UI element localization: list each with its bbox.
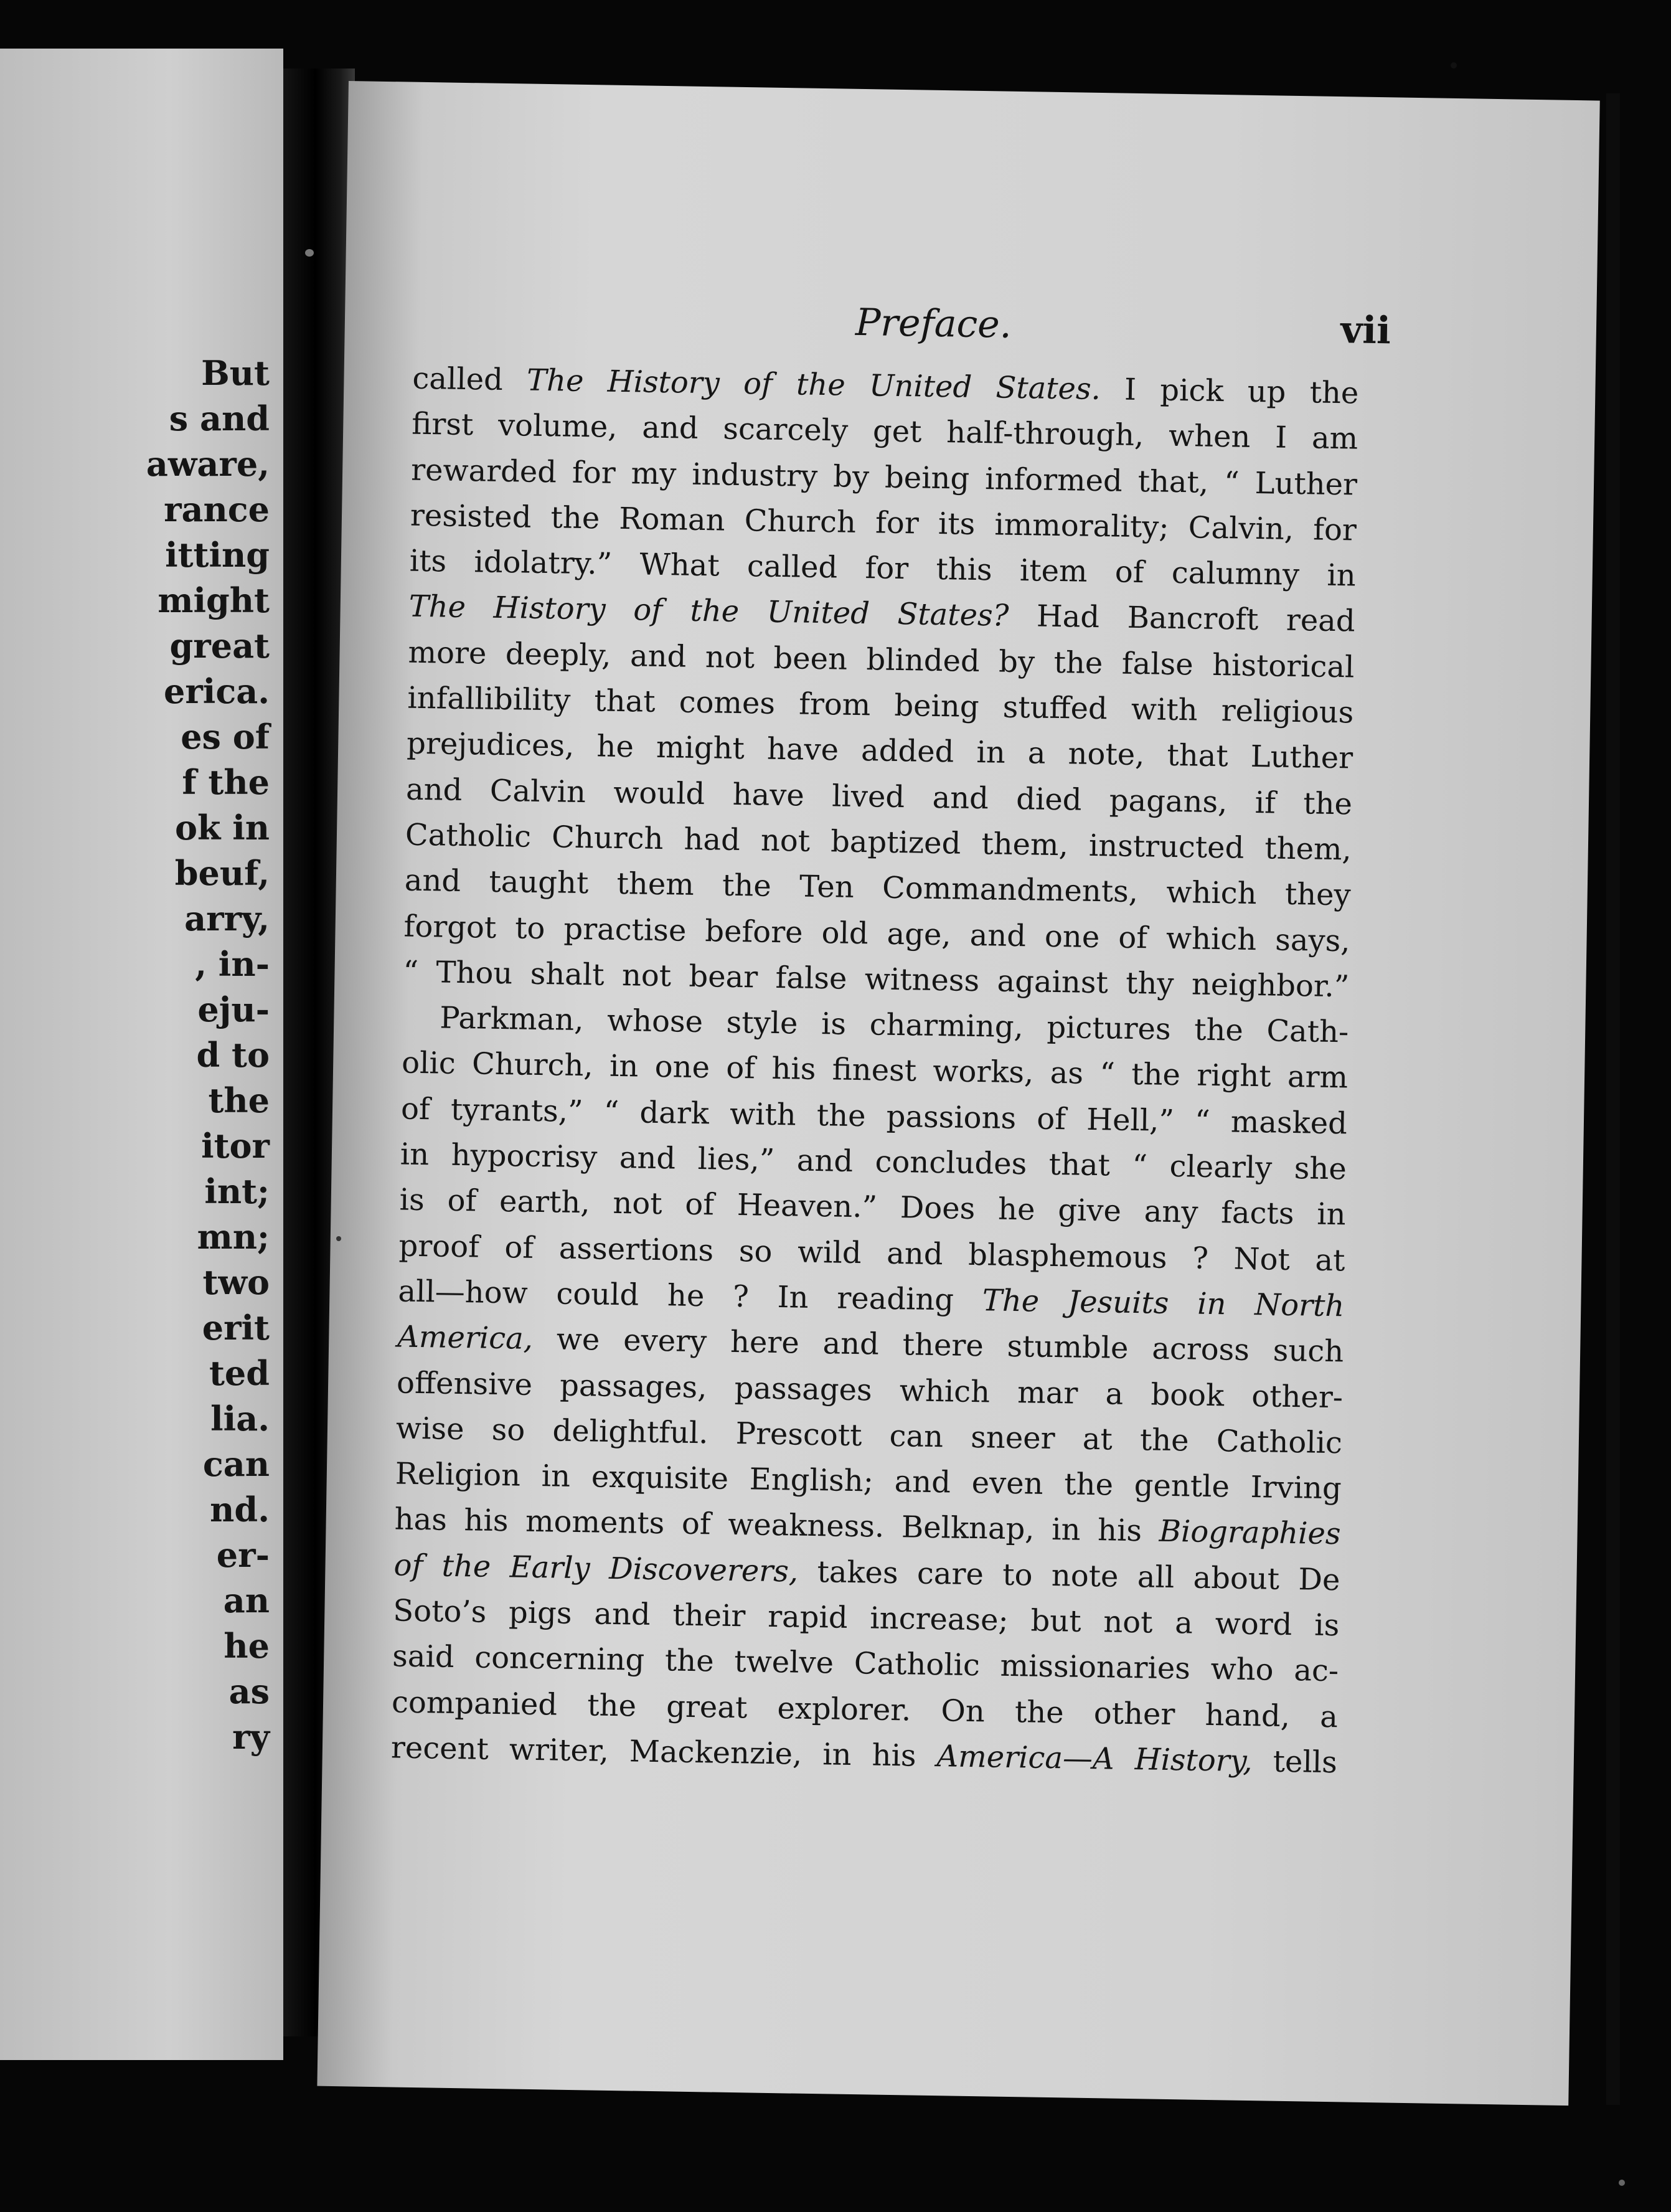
text-segment: Had Bancroft read [1008, 598, 1356, 639]
text-segment: recent writer, Mackenzie, in his [390, 1730, 938, 1774]
left-page-fragment: ted [209, 1353, 270, 1393]
left-page-fragment: great [169, 626, 270, 666]
text-segment: first volume, and scarcely get half-through, when I am [411, 406, 1358, 456]
scan-speck [305, 249, 314, 257]
left-page-fragment: two [202, 1262, 270, 1302]
italic-title-segment: America, [397, 1319, 534, 1357]
left-page-fragment: as [228, 1671, 270, 1711]
italic-title-segment: The History of the United States? [408, 589, 1009, 634]
text-segment: I pick up the [1100, 372, 1359, 411]
body-text [390, 356, 1359, 1786]
text-segment: called [412, 361, 527, 398]
text-segment: companied the great explorer. On the other hand, a [391, 1685, 1339, 1734]
text-segment: forgot to practise before old age, and one of which says, [403, 909, 1350, 958]
right-page [317, 81, 1599, 2106]
text-segment: and taught them the Ten Commandments, which they [404, 863, 1352, 913]
text-segment: tells [1252, 1744, 1338, 1780]
left-page-fragment: itting [165, 535, 270, 575]
left-page-fragment: might [158, 580, 270, 620]
left-page-fragment: can [202, 1444, 270, 1484]
text-segment: Soto’s pigs and their rapid increase; but not a word is [392, 1593, 1340, 1643]
page-header [431, 294, 1391, 359]
left-page-fragment: erit [202, 1308, 270, 1348]
text-segment: offensive passages, passages which mar a book other- [396, 1365, 1344, 1415]
text-segment: Catholic Church had not baptized them, instructed them, [405, 817, 1352, 867]
left-page-fragment: int; [204, 1171, 270, 1211]
left-page-fragment: nd. [210, 1490, 270, 1529]
left-page-fragment: But [201, 353, 270, 393]
text-segment: of tyrants,” “ dark with the passions of Hell,” “ masked [400, 1091, 1348, 1141]
text-segment: rewarded for my industry by being informed that, “ Luther [410, 452, 1358, 503]
left-page-fragment: arry, [184, 899, 270, 938]
text-segment: its idolatry.” What called for this item of calumny in [409, 543, 1357, 593]
left-page-fragment: aware, [146, 444, 270, 484]
text-segment: takes care to note all about De [798, 1554, 1340, 1598]
italic-title-segment: America—A History, [936, 1739, 1253, 1779]
left-page-fragment: eju- [197, 990, 270, 1029]
text-segment: resisted the Roman Church for its immorality; Calvin, for [410, 498, 1357, 548]
scan-speck [1451, 62, 1457, 69]
left-facing-page [0, 49, 283, 2060]
left-page-fragment: lia. [210, 1399, 270, 1439]
left-page-fragment: er- [216, 1535, 270, 1575]
italic-title-segment: of the Early Discoverers, [393, 1548, 799, 1589]
text-segment: proof of assertions so wild and blasphemous ? Not at [398, 1228, 1345, 1279]
left-page-fragment: rance [164, 489, 270, 529]
text-segment: is of earth, not of Heaven.” Does he give any facts in [399, 1182, 1347, 1232]
italic-title-segment: The Jesuits in North [982, 1283, 1345, 1324]
text-segment: olic Church, in one of his finest works, as “ the right arm [401, 1045, 1349, 1095]
left-page-fragment: erica. [164, 671, 270, 711]
scan-speck [1619, 2180, 1625, 2186]
left-page-fragment: ok in [174, 808, 270, 848]
page-edge-shadow [1606, 93, 1620, 2105]
text-segment: prejudices, he might have added in a note, that Luther [406, 726, 1353, 776]
left-page-fragment: es of [181, 717, 270, 757]
running-title: Preface. [855, 300, 1012, 347]
left-page-fragment: ry [232, 1717, 270, 1757]
text-segment: we every here and there stumble across such [532, 1321, 1344, 1369]
text-segment: more deeply, and not been blinded by the false historical [408, 635, 1355, 685]
left-page-fragment: beuf, [174, 853, 270, 893]
left-page-fragment: , in- [195, 944, 270, 984]
left-page-fragment: s and [169, 399, 270, 438]
text-segment: has his moments of weakness. Belknap, in his [394, 1501, 1160, 1549]
left-page-fragment: itor [201, 1126, 270, 1166]
left-page-fragment: an [223, 1581, 270, 1620]
left-page-fragment: mn; [197, 1217, 270, 1257]
text-segment: wise so delightful. Prescott can sneer at the Catholic [395, 1411, 1343, 1461]
text-segment: infallibility that comes from being stuffed with religious [407, 680, 1354, 730]
italic-title-segment: The History of the United States. [526, 362, 1101, 407]
italic-title-segment: Biographies [1159, 1514, 1341, 1552]
scan-speck [336, 1236, 341, 1241]
text-segment: said concerning the twelve Catholic missionaries who ac- [392, 1638, 1339, 1689]
left-page-line-fragments [108, 351, 270, 1760]
left-page-fragment: the [208, 1080, 270, 1120]
text-segment: Religion in exquisite English; and even the gentle Irving [395, 1456, 1342, 1506]
text-segment: Parkman, whose style is charming, pictures the Cath- [439, 1000, 1349, 1050]
left-page-fragment: f the [182, 762, 270, 802]
page-number: vii [1340, 308, 1391, 353]
text-segment: all—how could he ? In reading [398, 1274, 983, 1318]
left-page-fragment: d to [196, 1035, 270, 1075]
text-segment: “ Thou shalt not bear false witness against thy neighbor.” [403, 954, 1350, 1004]
text-segment: in hypocrisy and lies,” and concludes that “ clearly she [400, 1137, 1347, 1187]
text-segment: and Calvin would have lived and died pagans, if the [405, 772, 1353, 822]
left-page-fragment: he [224, 1626, 270, 1666]
